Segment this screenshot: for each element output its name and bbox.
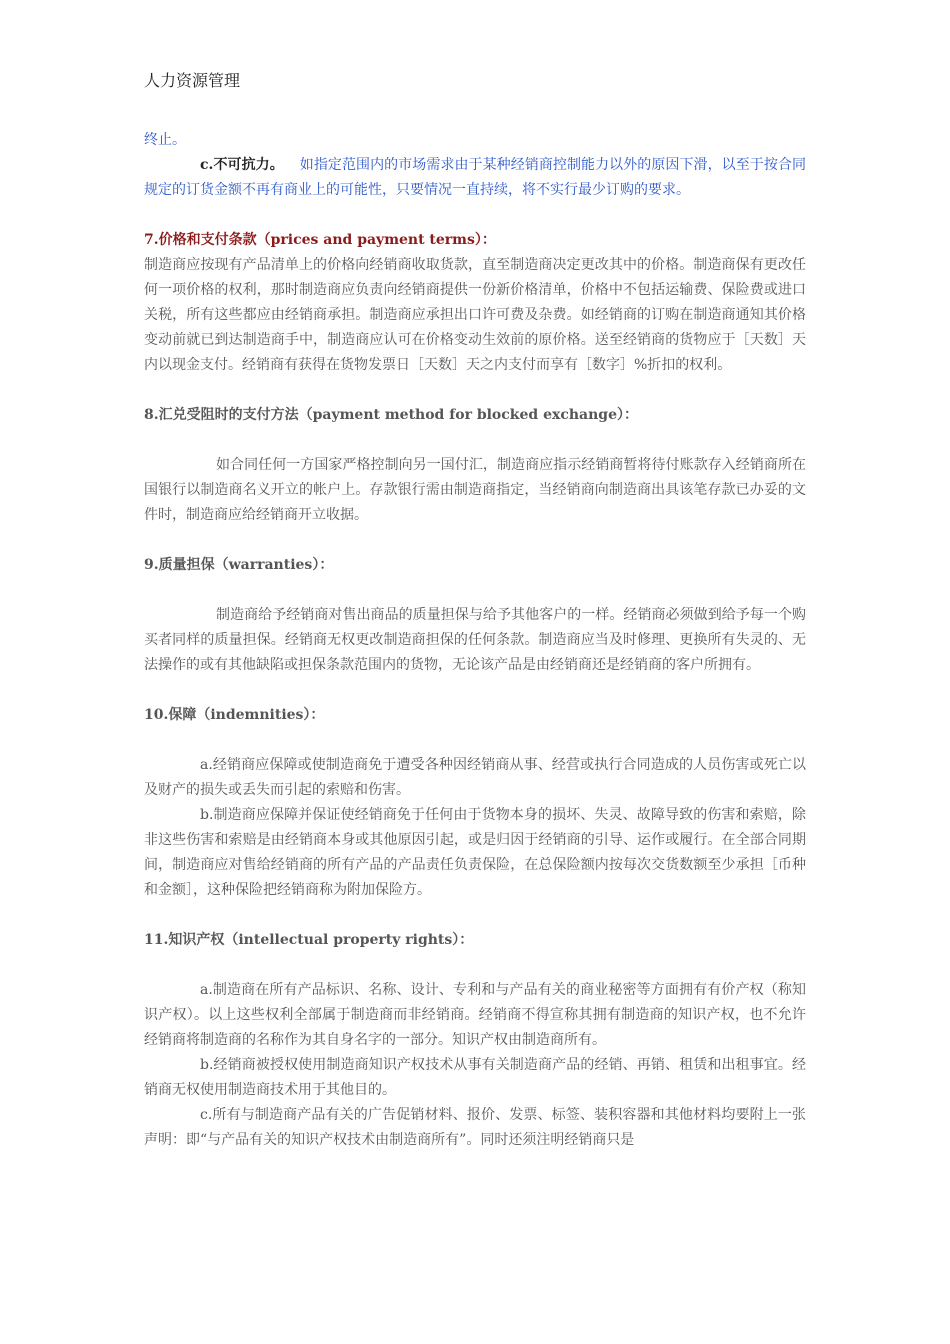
section-8-heading: 8.汇兑受阻时的支付方法（payment method for blocked exchange）： (144, 407, 638, 423)
spacer (144, 903, 806, 928)
section-7-heading: 7.价格和支付条款（prices and payment terms）： (144, 232, 496, 248)
section-10-para-a: a.经销商应保障或使制造商免于遭受各种因经销商从事、经营或执行合同造成的人员伤害或死亡以及财产的损失或丢失而引起的索赔和伤害。 (144, 757, 806, 798)
section-9-body: 制造商给予经销商对售出商品的质量担保与给予其他客户的一样。经销商必须做到给予每一个购买者同样的质量担保。经销商无权更改制造商担保的任何条款。制造商应当及时修理、更换所有失灵的、无法操作的或有其他缺陷或担保条款范围内的货物，无论该产品是由经销商还是经销商的客户所拥有。 (144, 607, 806, 673)
section-8-body: 如合同任何一方国家严格控制向另一国付汇，制造商应指示经销商暂将待付账款存入经销商所在国银行以制造商名义开立的帐户上。存款银行需由制造商指定，当经销商向制造商出具该笔存款已办妥的文件时，制造商应给经销商开立收据。 (144, 457, 806, 523)
spacer (144, 528, 806, 553)
section-10-para-b: b.制造商应保障并保证使经销商免于任何由于货物本身的损坏、失灵、故障导致的伤害和索赔，除非这些伤害和索赔是由经销商本身或其他原因引起，或是归因于经销商的引导、运作或履行。在全部合同期间，制造商应对售给经销商的所有产品的产品责任负责保险，在总保险额内按每次交货数额至少承担［币种和金额］，这种保险把经销商称为附加保险方。 (144, 807, 806, 898)
section-11-heading: 11.知识产权（intellectual property rights）： (144, 932, 474, 948)
force-majeure-label: c.不可抗力。 (200, 157, 284, 173)
section-11-para-c: c.所有与制造商产品有关的广告促销材料、报价、发票、标签、装积容器和其他材料均要附上一张声明：即“与产品有关的知识产权技术由制造商所有”。同时还须注明经销商只是 (144, 1107, 806, 1148)
section-11-para-b: b.经销商被授权使用制造商知识产权技术从事有关制造商产品的经销、再销、租赁和出租事宜。经销商无权使用制造商技术用于其他目的。 (144, 1057, 806, 1098)
page-header-title: 人力资源管理 (144, 71, 241, 90)
spacer (144, 578, 806, 603)
section-11-para-a: a.制造商在所有产品标识、名称、设计、专利和与产品有关的商业秘密等方面拥有有价产权（称知识产权）。以上这些权利全部属于制造商而非经销商。经销商不得宣称其拥有制造商的知识产权，也不允许经销商将制造商的名称作为其自身名字的一部分。知识产权由制造商所有。 (144, 982, 806, 1048)
spacer (144, 953, 806, 978)
section-7-body: 制造商应按现有产品清单上的价格向经销商收取货款，直至制造商决定更改其中的价格。制造商保有更改任何一项价格的权利，那时制造商应负责向经销商提供一份新价格清单，价格中不包括运输费、保险费或进口关税，所有这些都应由经销商承担。制造商应承担出口许可费及杂费。如经销商的订购在制造商通知其价格变动前就已到达制造商手中，制造商应认可在价格变动生效前的原价格。送至经销商的货物应于［天数］天内以现金支付。经销商有获得在货物发票日［天数］天之内支付而享有［数字］%折扣的权利。 (144, 257, 806, 373)
force-majeure-body: 如指定范围内的市场需求由于某种经销商控制能力以外的原因下滑，以至于按合同规定的订货金额不再有商业上的可能性，只要情况一直持续，将不实行最少订购的要求。 (144, 157, 806, 198)
spacer (144, 728, 806, 753)
spacer (144, 678, 806, 703)
force-majeure-paragraph (144, 153, 806, 203)
spacer (144, 428, 806, 453)
spacer (144, 203, 806, 228)
section-9-heading: 9.质量担保（warranties）： (144, 557, 334, 573)
document-body (144, 128, 806, 1153)
prev-section-tail: 终止。 (144, 132, 186, 148)
spacer (144, 378, 806, 403)
section-10-heading: 10.保障（indemnities）： (144, 707, 325, 723)
